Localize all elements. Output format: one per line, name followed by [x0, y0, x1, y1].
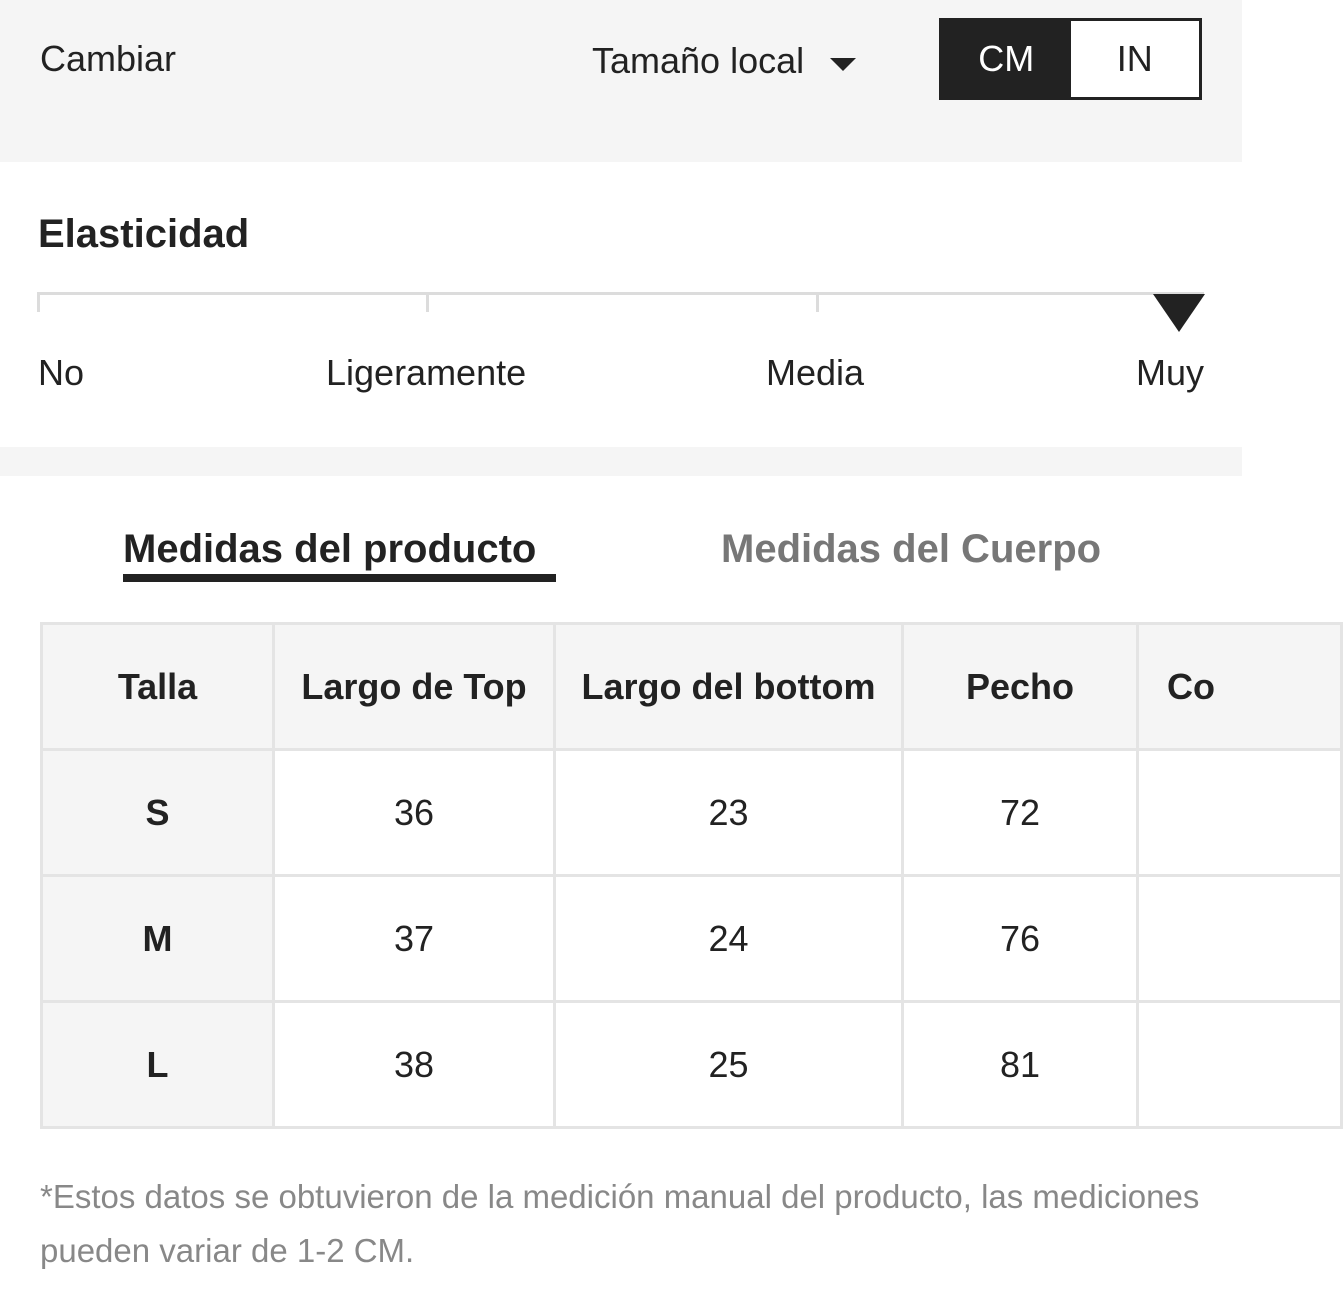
table-cell: 81 — [903, 1002, 1138, 1128]
table-row — [42, 1002, 1342, 1128]
table-cell: 23 — [555, 750, 903, 876]
scale-tick — [426, 292, 429, 312]
tab-product-measurements[interactable]: Medidas del producto — [123, 527, 537, 571]
elasticity-level-slightly: Ligeramente — [326, 352, 527, 393]
section-divider — [0, 447, 1242, 476]
header-bottom-length: Largo del bottom — [555, 624, 903, 750]
table-cell: 72 — [903, 750, 1138, 876]
elasticity-section — [0, 162, 1242, 447]
table-cell — [1138, 876, 1342, 1002]
elasticity-scale-line — [38, 292, 1204, 295]
table-cell: 76 — [903, 876, 1138, 1002]
scale-tick — [816, 292, 819, 312]
table-cell: 37 — [274, 876, 555, 1002]
scale-tick — [37, 292, 40, 312]
elasticity-level-no: No — [38, 352, 85, 393]
size-cell: S — [42, 750, 274, 876]
table-cell: 36 — [274, 750, 555, 876]
unit-cm-button[interactable]: CM — [942, 21, 1071, 97]
table-cell: 38 — [274, 1002, 555, 1128]
elasticity-level-medium: Media — [766, 352, 865, 393]
elasticity-marker-icon — [1153, 294, 1205, 332]
size-cell: M — [42, 876, 274, 1002]
table-row — [42, 750, 1342, 876]
change-label[interactable]: Cambiar — [40, 38, 177, 79]
header-top-length: Largo de Top — [274, 624, 555, 750]
size-table — [40, 622, 1343, 1129]
local-size-dropdown-label: Tamaño local — [592, 40, 805, 81]
table-cell — [1138, 750, 1342, 876]
elasticity-level-very: Muy — [1136, 352, 1205, 393]
tab-body-measurements[interactable]: Medidas del Cuerpo — [721, 527, 1102, 571]
size-table-scroll[interactable] — [40, 622, 1215, 1134]
elasticity-title: Elasticidad — [38, 212, 250, 256]
unit-toggle — [939, 18, 1202, 100]
table-cell — [1138, 1002, 1342, 1128]
chevron-down-icon — [830, 58, 856, 71]
size-cell: L — [42, 1002, 274, 1128]
table-row — [42, 876, 1342, 1002]
header-truncated: Co — [1138, 624, 1342, 750]
unit-in-button[interactable]: IN — [1071, 21, 1200, 97]
table-cell: 24 — [555, 876, 903, 1002]
local-size-dropdown[interactable] — [592, 40, 856, 82]
table-cell: 25 — [555, 1002, 903, 1128]
active-tab-underline — [123, 574, 556, 582]
header-size: Talla — [42, 624, 274, 750]
table-header-row — [42, 624, 1342, 750]
top-bar — [0, 0, 1242, 162]
measurement-footnote: *Estos datos se obtuvieron de la medición manual del producto, las mediciones pueden variar de 1-2 CM. — [40, 1178, 1200, 1269]
header-chest: Pecho — [903, 624, 1138, 750]
